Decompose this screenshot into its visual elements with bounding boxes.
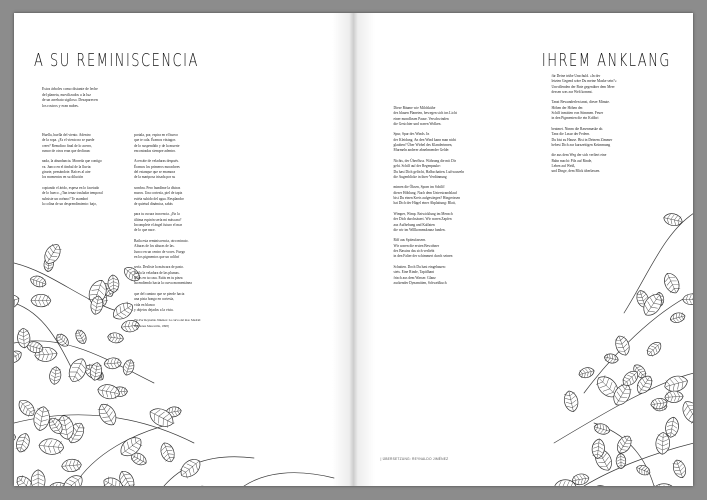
stanza: Diese Bäume wie Milchkühe des blauen Planeten, bewegen sich ins Licht einer mondlosen Pause. Verschwinden die Gesichter und waren Wolken.	[393, 106, 457, 126]
leaf-icon	[38, 438, 64, 456]
book-spread	[14, 13, 693, 486]
source-citation: [Ya Por Reynaldo Jiménez: La curva del mar. Madrid: Ediciones Mascarilla, 1998]	[134, 318, 201, 328]
leaf-icon	[14, 348, 24, 365]
leaf-icon	[32, 405, 51, 432]
leaf-icon	[29, 274, 48, 289]
leaf-icon	[177, 455, 204, 481]
stanza: Acercáte de veladuras después. Éramos los primeros moradores del estanque que se enamora de la mariposa irisada por su	[134, 159, 180, 180]
leaf-icon	[661, 271, 682, 296]
page-title: A SU REMINISCENCIA	[34, 51, 199, 72]
stanza: mimen die Öksen, Sporn im Schilff dieser Höhlung. Nach dem Unterstrandslauf bist Du einen Kreis aufgestiegen? Hingerissen hat Dich der Hügel einer Abplattung: Blatt,	[393, 185, 461, 206]
stanza: Schatten. Doch Du hast eingehauen: stets. Eine Rinde, Tapitlhant frisch aus dem Wasser. Glanz zuckender Dynamitten, Schweißtuch	[393, 264, 447, 285]
stanza: sombra. Pero hundíme la dístras muros. Una cortesía, piel de tapiz estéta subido del agua. Resplandor de quietud dinámica, sabás	[134, 185, 184, 206]
stanza: Baila esta reminiscencia, otro minuto. Alturas de los alturas de las. Junco en un centro de voces. Fuego en los pigmentos que un colibrí	[134, 238, 189, 259]
leaf-icon	[655, 432, 670, 454]
leaf-icon	[615, 453, 625, 468]
leaf-icon	[158, 441, 177, 464]
leaf-icon	[690, 373, 693, 392]
leaf-icon	[95, 401, 120, 429]
leaf-icon	[651, 484, 675, 486]
leaf-icon	[664, 390, 683, 403]
left-page	[14, 13, 354, 486]
leaf-icon	[14, 292, 21, 313]
translator-footer: | ÜBERSETZUNG: REYNALDO JIMÉNEZ	[380, 457, 449, 461]
stanza: Tanzt Bewunderlen tanzt, dieser Minute. Höhen der Höhen der. Schilf inmitten von Stimmen. Feuer in den Pigmenten die ein Kolibri	[551, 100, 610, 121]
leaf-icon	[65, 356, 89, 385]
leaf-icon	[577, 366, 595, 379]
stanza: Riff aus Spiteufassern. Wir waren die ersten Bewohner des Bassins das sich verliebt in den Falter der schimmert durch seinen	[393, 238, 453, 259]
leaf-icon	[669, 311, 686, 324]
stanza: Nichts, der Überfluss. Währung die mit Dir geht. Schilf auf der Regenpauke: Du hast Dich gelöcht, Halbschatten. Luftwurzeln die Augenblicke in ihrer Verdünnung	[393, 158, 465, 179]
stanza: Huella, huella del viento. Adentro de la ropa. ¿Es el viento no se puede creer? Remolino final de lo acerro, rumor de otros eran que declinan:	[42, 133, 95, 153]
leaf-icon	[614, 433, 634, 456]
leaf-icon	[635, 463, 652, 477]
leaf-icon	[61, 458, 82, 472]
leaf-icon	[107, 332, 124, 344]
leaf-icon	[562, 390, 580, 413]
poem-column-a	[394, 106, 502, 291]
stanza: die aus dem Weg der sich verliert eine Bahn macht: Pilz auf Rinde, Leben auf Weiß, und Dinge, dem Blick überlassen.	[551, 153, 607, 174]
leaf-icon	[110, 299, 136, 323]
leaf-icon	[14, 432, 32, 454]
leaf-icon	[662, 212, 683, 228]
poem-column-b	[134, 133, 222, 334]
stanza: sería. Desliste la máscara de pasto. Baila la veladura de las plumas. Estás en tu casa. Estás en tu pieza ascendiendo hacia la curva momentánea	[134, 265, 192, 286]
intro-stanza	[42, 87, 108, 115]
stanza: nada, la abundancia. Moneda que contigo va. Junco en el tímbal de la lluvia: girarte, pensándote. Raíces al aire los momentos en su dilución	[42, 159, 102, 180]
leaf-icon	[197, 484, 211, 486]
stanza: para tu oscura inocencia. ¿En la última espirón sería mi máscara? Incomplete el ángel futuro el mar de lo que nace.	[134, 212, 182, 233]
leaf-icon	[603, 353, 619, 365]
leaf-icon	[48, 366, 62, 385]
stanza: für Deine trübe Unschuld. »In der letzten Gegend wäre Du meine Maske sein?« Unvollenden der Bote gegenüber dem Meer dessen was zur Welt kommt.	[551, 74, 617, 94]
leaf-icon	[31, 470, 45, 486]
stanza: Wimper, Wimp. Entwicklung im Mensch der Dich durchsäuert. Wir waren Zapfen aus Aufhebung und Kalfaten die wir im Willkommskranz fanden.	[393, 211, 453, 232]
leaf-icon	[54, 332, 71, 349]
leaf-icon	[592, 422, 610, 436]
right-page	[354, 13, 694, 486]
stanza: Spur, Spur des Winds. In der Kleidung. An den Wind kann man nicht glauben? Über Wirbel des Klanderinnen, Murmeln anderer abnehmender Gelde:	[393, 132, 457, 153]
intro-text: Estos árboles como distante de leche del planeta, movilizados a la luz de un arrebato sigiloso. Desaparecen los rostros y eran nubes.	[42, 87, 98, 108]
leaf-icon	[73, 328, 88, 346]
leaf-icon	[678, 398, 693, 427]
stanza: beatmet. Nimm die Rasenmaske ab. Tanz die Lasur der Federn. Du bist zu Hause. Bist in Deinem Zimmer hebest Dich zur kurzzeitigen Krümmung	[551, 126, 613, 147]
leaf-icon	[31, 294, 51, 307]
stanza: que del camino que se pierde hacia una pista hongo en cortesía, vida en blanco y objetos dejados a la vista.	[134, 291, 185, 312]
leaf-icon	[644, 339, 663, 358]
leaf-icon	[670, 458, 687, 479]
poem-column-a	[42, 133, 132, 212]
leaf-icon	[97, 383, 121, 401]
poem-column-b	[552, 74, 652, 180]
leaf-icon	[612, 334, 631, 358]
leaf-icon	[121, 358, 136, 376]
page-title: IHREM ANKLANG	[541, 51, 671, 72]
leaf-icon	[14, 431, 16, 445]
stanza: copiando el árido, espesa en lo facetado de lo hueco. ¿Tan tenaz trasladar temporal subsiste un océano? Te asombró la colina de un desprendimiento: bajo,	[42, 185, 103, 206]
stanza: portala, por, espira en el hueco que te cala. Éramos vástagos de lo suspendido y de la muerte encontradas siempre adentro.	[134, 133, 180, 153]
leaf-icon	[682, 294, 693, 305]
